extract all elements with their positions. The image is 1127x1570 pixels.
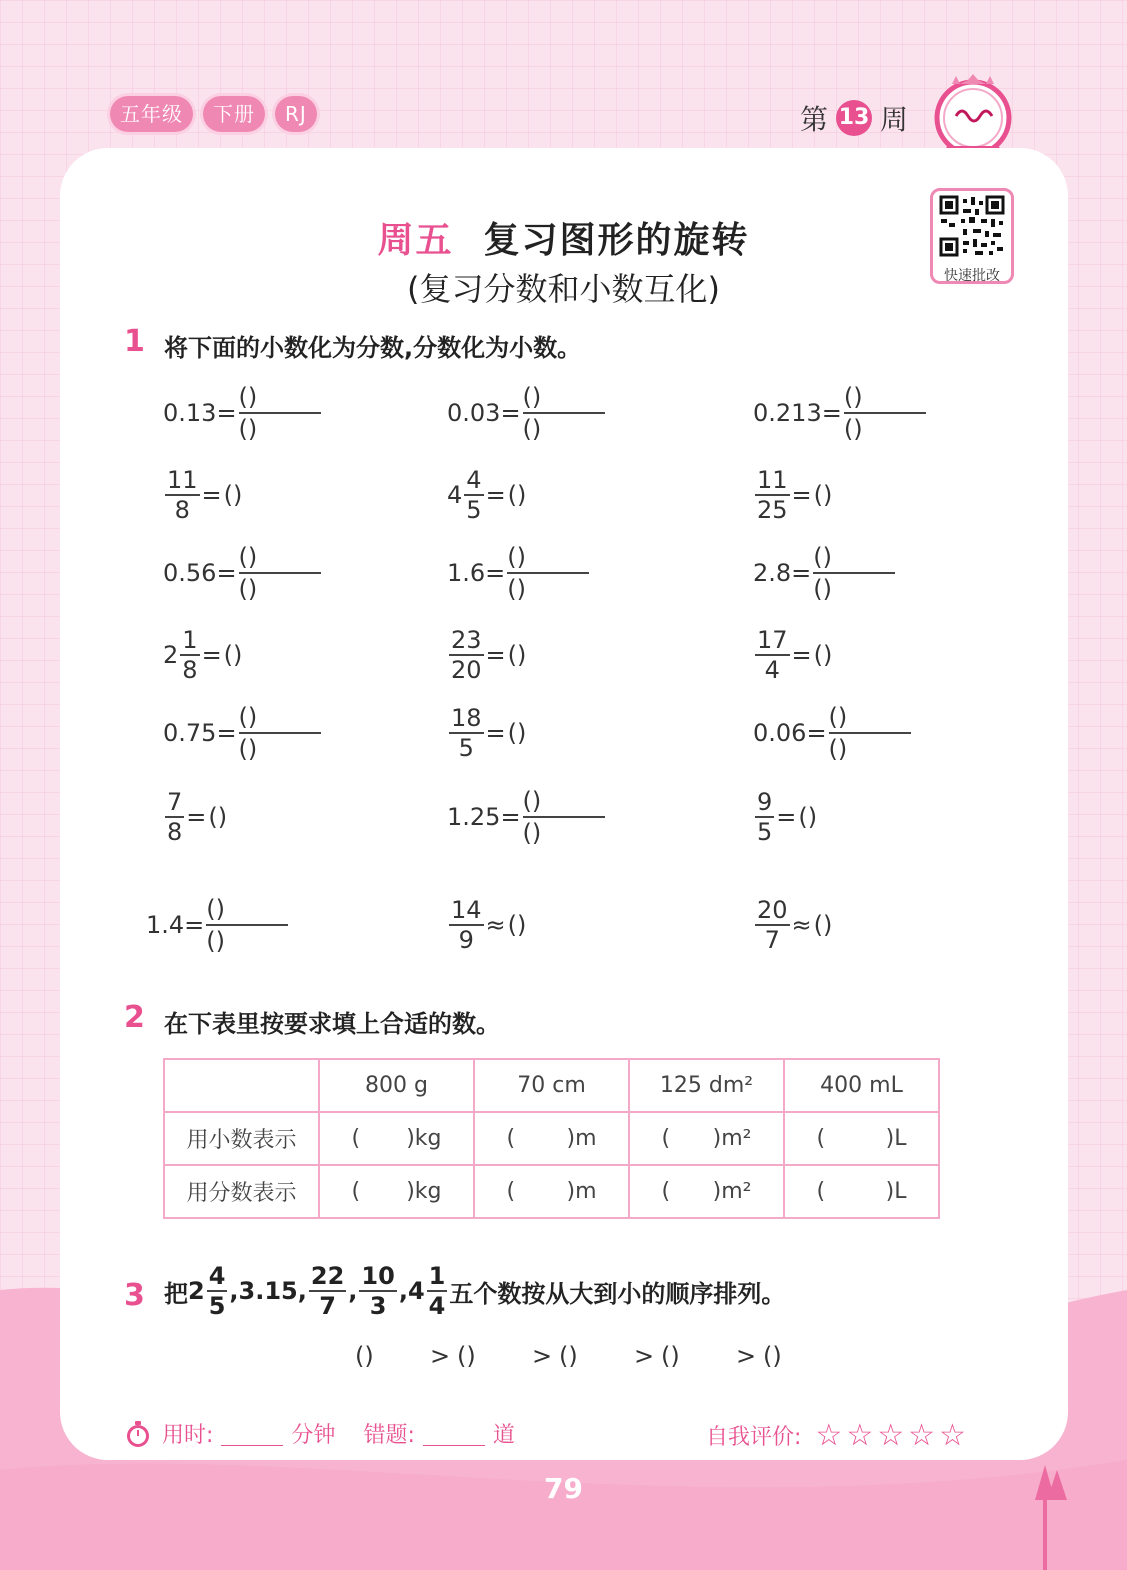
answer-parens[interactable]: (): [798, 803, 818, 831]
order-slot[interactable]: (): [661, 1342, 680, 1370]
equals-sign: =: [186, 803, 207, 831]
answer-fraction[interactable]: [239, 542, 321, 604]
answer-parens[interactable]: (): [507, 641, 527, 669]
question-1-text: 将下面的小数化为分数,分数化为小数。: [164, 334, 582, 362]
answer-numerator-parens[interactable]: (): [522, 383, 542, 411]
numerator: 17: [757, 626, 788, 654]
fraction: [464, 466, 483, 524]
ordering-answer-slots: [355, 1342, 831, 1370]
whole-part: 4: [407, 1277, 425, 1305]
answer-numerator-parens[interactable]: (): [813, 543, 833, 571]
fraction: [755, 466, 790, 524]
numerator: 20: [757, 896, 788, 924]
fraction: [449, 896, 484, 954]
week-indicator: [800, 98, 908, 138]
conversion-table: [163, 1058, 940, 1219]
equals-sign: =: [485, 481, 506, 509]
conversion-item: [163, 622, 296, 688]
greater-than-sign: >: [633, 1342, 655, 1370]
time-record: [124, 1418, 515, 1449]
fraction: [309, 1262, 346, 1320]
answer-numerator-parens[interactable]: (): [238, 383, 258, 411]
denominator: 7: [764, 926, 780, 954]
answer-denominator-parens[interactable]: (): [206, 927, 226, 955]
question-2-number: 2: [124, 1000, 145, 1035]
decimal-value: 0.13: [163, 399, 217, 427]
table-header-row: [164, 1059, 939, 1112]
order-slot[interactable]: (): [559, 1342, 578, 1370]
fraction: [449, 626, 484, 684]
fraction: [180, 626, 199, 684]
numerator: 18: [451, 704, 482, 732]
conversion-item: [753, 462, 886, 528]
conversion-item: [447, 540, 589, 606]
conversion-item: [447, 700, 580, 766]
week-prefix: 第: [800, 103, 829, 136]
numerator: 23: [451, 626, 482, 654]
answer-cell[interactable]: ( )m²: [629, 1112, 784, 1165]
answer-numerator-parens[interactable]: (): [238, 703, 258, 731]
conversion-item: [447, 892, 580, 958]
equals-sign: =: [500, 399, 521, 427]
numerator: 1: [182, 626, 198, 654]
page-subtitle: (复习分数和小数互化): [407, 270, 720, 308]
equals-sign: =: [184, 911, 205, 939]
question-2-text: 在下表里按要求填上合适的数。: [164, 1010, 500, 1038]
decimal-value: 1.25: [447, 803, 501, 831]
table-corner-cell: [164, 1059, 319, 1112]
numerator: 4: [208, 1262, 226, 1290]
conversion-item: [447, 462, 580, 528]
rating-stars-icon[interactable]: ☆☆☆☆☆: [815, 1418, 970, 1453]
answer-denominator-parens[interactable]: (): [522, 415, 542, 443]
self-rating: [706, 1418, 970, 1453]
conversion-item: [447, 622, 580, 688]
equals-sign: =: [485, 559, 506, 587]
numerator: 14: [451, 896, 482, 924]
numerator: 11: [167, 466, 198, 494]
separator: ,: [398, 1277, 408, 1305]
equals-sign: =: [201, 481, 222, 509]
time-label: 用时:: [162, 1423, 214, 1448]
decimal-value: 0.06: [753, 719, 807, 747]
equals-sign: =: [216, 559, 237, 587]
answer-parens[interactable]: (): [223, 641, 243, 669]
answer-fraction[interactable]: [813, 542, 895, 604]
decimal-value: 1.6: [447, 559, 486, 587]
answer-parens[interactable]: (): [507, 911, 527, 939]
row-label: 用小数表示: [164, 1112, 319, 1165]
numerator: 4: [466, 466, 482, 494]
numerator: 1: [428, 1262, 446, 1290]
fraction: [755, 896, 790, 954]
decimal-value: 0.03: [447, 399, 501, 427]
denominator: 9: [458, 926, 474, 954]
separator: ,: [229, 1277, 239, 1305]
answer-cell[interactable]: ( )kg: [319, 1112, 474, 1165]
decimal-value: 1.4: [146, 911, 185, 939]
wrong-label: 错题:: [363, 1423, 415, 1448]
page-title: [0, 212, 1127, 263]
fraction: [207, 1262, 228, 1320]
denominator: 8: [174, 496, 190, 524]
answer-denominator-parens[interactable]: (): [507, 575, 527, 603]
answer-parens[interactable]: (): [813, 641, 833, 669]
conversion-item: [753, 540, 895, 606]
equals-sign: =: [500, 803, 521, 831]
answer-parens[interactable]: (): [507, 719, 527, 747]
conversion-item: [163, 462, 296, 528]
table-header-cell: 400 mL: [784, 1059, 939, 1112]
conversion-item: [163, 784, 280, 850]
row-label: 用分数表示: [164, 1165, 319, 1218]
fraction: [165, 788, 184, 846]
wrong-unit: 道: [492, 1423, 515, 1448]
answer-denominator-parens[interactable]: (): [813, 575, 833, 603]
answer-numerator-parens[interactable]: (): [238, 543, 258, 571]
numerator: 11: [757, 466, 788, 494]
answer-parens[interactable]: (): [208, 803, 228, 831]
table-row: [164, 1165, 939, 1218]
whole-part: 2: [163, 641, 179, 669]
mixed-number: [447, 466, 486, 524]
whole-part: 4: [447, 481, 463, 509]
fraction: [755, 788, 774, 846]
answer-cell[interactable]: ( )L: [784, 1112, 939, 1165]
equals-sign: =: [791, 481, 812, 509]
answer-cell[interactable]: ( )m: [474, 1165, 629, 1218]
answer-denominator-parens[interactable]: (): [238, 575, 258, 603]
answer-numerator-parens[interactable]: (): [843, 383, 863, 411]
denominator: 3: [369, 1292, 387, 1320]
denominator: 5: [458, 734, 474, 762]
mixed-number: [408, 1262, 449, 1320]
answer-fraction[interactable]: [523, 382, 605, 444]
equals-sign: =: [485, 641, 506, 669]
equals-sign: =: [776, 803, 797, 831]
fraction: [165, 466, 200, 524]
fraction: [449, 704, 484, 762]
question-3-prefix: 把: [164, 1279, 188, 1308]
table-row: [164, 1112, 939, 1165]
equals-sign: =: [216, 719, 237, 747]
denominator: 5: [208, 1292, 226, 1320]
rating-label: 自我评价:: [706, 1425, 802, 1450]
fraction: [427, 1262, 448, 1320]
greater-than-sign: >: [735, 1342, 757, 1370]
numerator: 10: [361, 1262, 395, 1290]
time-unit: 分钟: [291, 1423, 336, 1448]
denominator: 8: [167, 818, 183, 846]
answer-cell[interactable]: ( )m: [474, 1112, 629, 1165]
title-main: 复习图形的旋转: [483, 220, 750, 261]
conversion-item: [753, 622, 886, 688]
decimal-value: 0.213: [753, 399, 822, 427]
question-1-number: 1: [124, 324, 145, 359]
fraction: [755, 626, 790, 684]
table-header-cell: 800 g: [319, 1059, 474, 1112]
answer-parens[interactable]: (): [223, 481, 243, 509]
denominator: 5: [466, 496, 482, 524]
answer-parens[interactable]: (): [813, 911, 833, 939]
time-blank[interactable]: [221, 1422, 283, 1446]
answer-numerator-parens[interactable]: (): [507, 543, 527, 571]
answer-fraction[interactable]: [829, 702, 911, 764]
stopwatch-icon: [124, 1419, 152, 1449]
answer-fraction[interactable]: [239, 382, 321, 444]
denominator: 4: [764, 656, 780, 684]
conversion-item: [447, 784, 605, 850]
conversion-item: [753, 784, 870, 850]
denominator: 8: [182, 656, 198, 684]
order-slot[interactable]: (): [355, 1342, 374, 1370]
grade-tags: [110, 96, 317, 132]
order-slot[interactable]: (): [457, 1342, 476, 1370]
question-3-text: [164, 1262, 785, 1320]
week-suffix: 周: [880, 103, 909, 136]
question-3-suffix: 五个数按从大到小的顺序排列。: [449, 1279, 786, 1308]
greater-than-sign: >: [429, 1342, 451, 1370]
numerator: 9: [757, 788, 773, 816]
conversion-item: [447, 380, 605, 446]
edition-tag: RJ: [275, 96, 317, 132]
denominator: 20: [451, 656, 482, 684]
denominator: 4: [428, 1292, 446, 1320]
equals-sign: =: [821, 399, 842, 427]
fraction: [359, 1262, 396, 1320]
denominator: 7: [319, 1292, 336, 1320]
table-header-cell: 70 cm: [474, 1059, 629, 1112]
answer-denominator-parens[interactable]: (): [238, 415, 258, 443]
order-slot[interactable]: (): [763, 1342, 782, 1370]
denominator: 25: [757, 496, 788, 524]
equals-sign: =: [791, 641, 812, 669]
whole-part: 2: [188, 1277, 205, 1305]
decimal-value: 0.56: [163, 559, 217, 587]
number-value: 3.15: [238, 1277, 298, 1305]
conversion-item: [163, 380, 321, 446]
answer-cell[interactable]: ( )kg: [319, 1165, 474, 1218]
conversion-item: [753, 380, 926, 446]
equals-sign: ≈: [485, 911, 506, 939]
denominator: 5: [757, 818, 773, 846]
conversion-item: [753, 892, 886, 958]
separator: ,: [348, 1277, 358, 1305]
numerator: 22: [310, 1262, 345, 1290]
conversion-item: [163, 540, 321, 606]
conversion-item: [146, 892, 288, 958]
numerator: 7: [167, 788, 183, 816]
answer-parens[interactable]: (): [507, 481, 527, 509]
mixed-number: [188, 1262, 229, 1320]
answer-denominator-parens[interactable]: (): [238, 735, 258, 763]
qr-label: 快速批改: [944, 268, 1000, 284]
question-3-number: 3: [124, 1278, 145, 1313]
conversion-item: [163, 700, 321, 766]
answer-fraction[interactable]: [507, 542, 589, 604]
week-number: 13: [836, 100, 872, 136]
answer-denominator-parens[interactable]: (): [828, 735, 848, 763]
answer-fraction[interactable]: [206, 894, 288, 956]
equals-sign: ≈: [791, 911, 812, 939]
answer-fraction[interactable]: [239, 702, 321, 764]
answer-denominator-parens[interactable]: (): [522, 819, 542, 847]
answer-numerator-parens[interactable]: (): [522, 787, 542, 815]
grade-tag: 五年级: [110, 96, 193, 132]
volume-tag: 下册: [203, 96, 265, 132]
equals-sign: =: [216, 399, 237, 427]
title-day: 周五: [377, 220, 454, 261]
table-header-cell: 125 dm²: [629, 1059, 784, 1112]
equals-sign: =: [201, 641, 222, 669]
conversion-item: [753, 700, 911, 766]
answer-fraction[interactable]: [523, 786, 605, 848]
answer-cell[interactable]: ( )L: [784, 1165, 939, 1218]
answer-cell[interactable]: ( )m²: [629, 1165, 784, 1218]
equals-sign: =: [791, 559, 812, 587]
answer-numerator-parens[interactable]: (): [206, 895, 226, 923]
answer-parens[interactable]: (): [813, 481, 833, 509]
mixed-number: [163, 626, 202, 684]
equals-sign: =: [485, 719, 506, 747]
decimal-value: 2.8: [753, 559, 792, 587]
equals-sign: =: [806, 719, 827, 747]
page-number: 79: [544, 1472, 583, 1505]
decimal-value: 0.75: [163, 719, 217, 747]
answer-numerator-parens[interactable]: (): [828, 703, 848, 731]
wrong-blank[interactable]: [423, 1422, 485, 1446]
answer-denominator-parens[interactable]: (): [843, 415, 863, 443]
answer-fraction[interactable]: [844, 382, 926, 444]
separator: ,: [297, 1277, 307, 1305]
greater-than-sign: >: [531, 1342, 553, 1370]
